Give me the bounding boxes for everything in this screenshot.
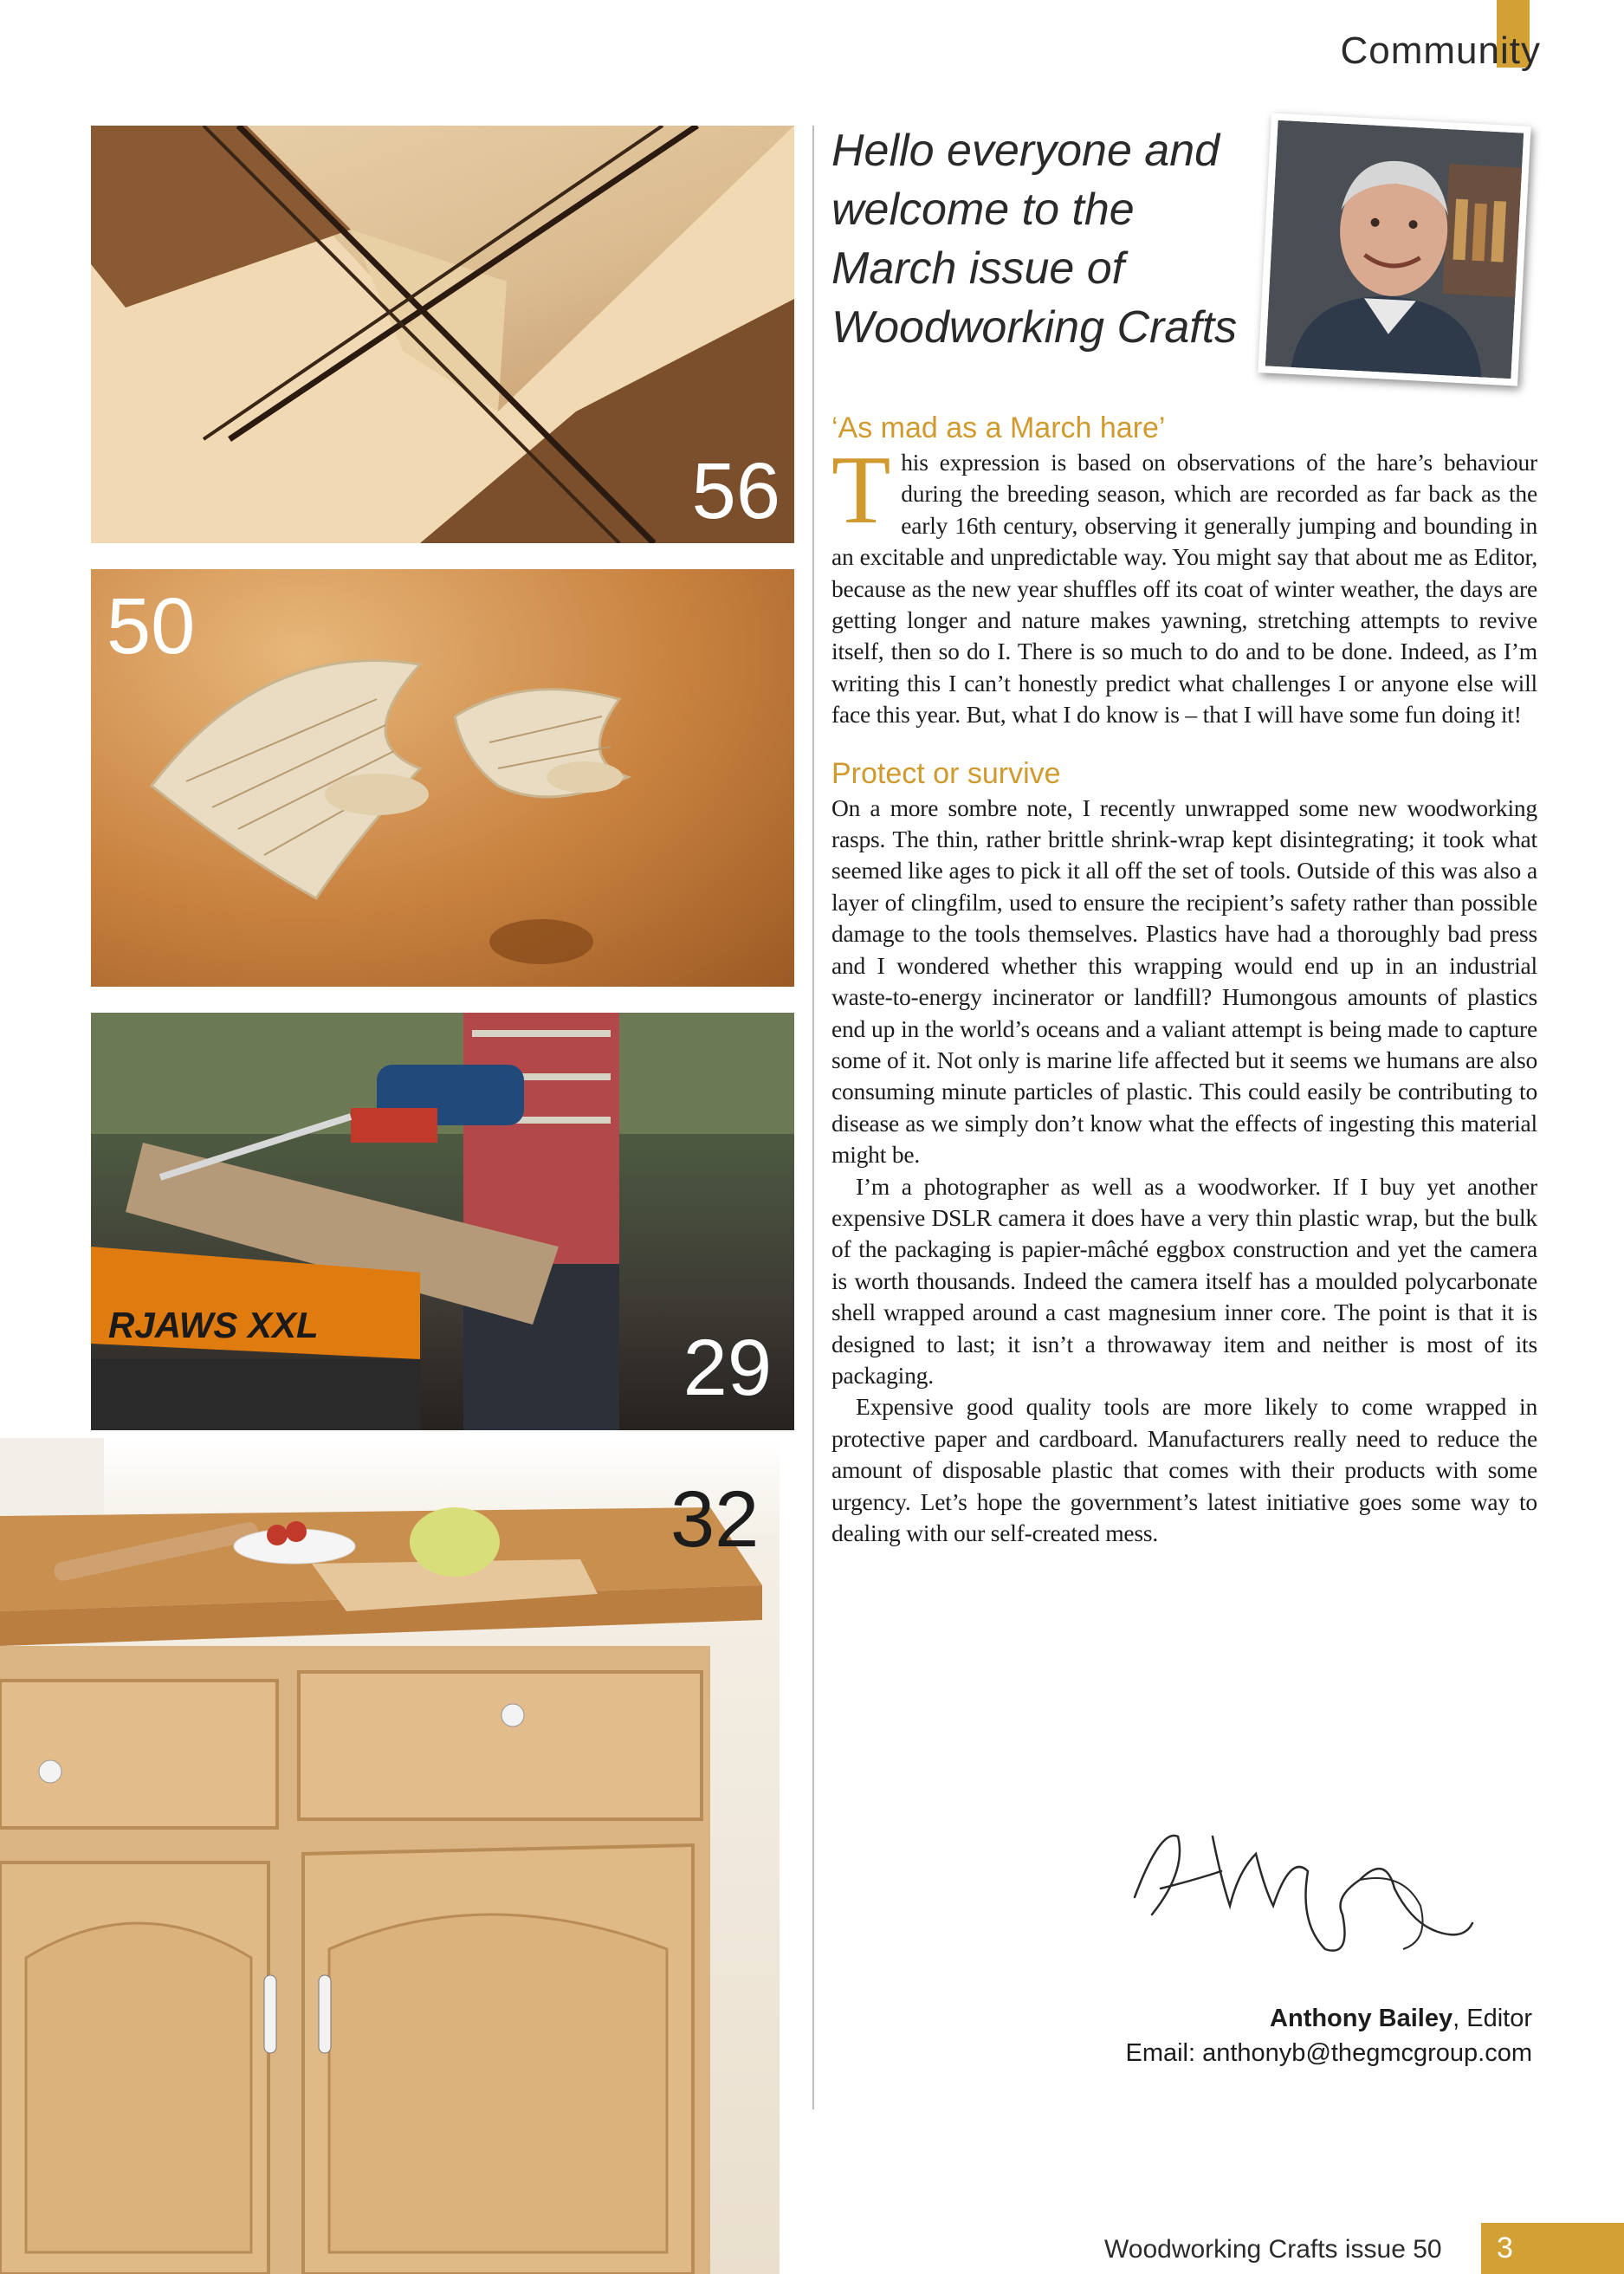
paragraph-text: his expression is based on observations of the hare’s behaviour during the breeding season, which are recorded as far back as the early 16th century, observing it generally jumping and bounding in an excitable and unpredictable way. You might say that about me as Editor, because as the new year shuffles off its coat of winter weather, the days are getting longer and nature makes yawning, stretching attempts to revive itself, then so do I. There is so much to do and to be done. Indeed, as I’m writing this I can’t honestly predict what challenges I or anyone else will face this year. But, what I do know is – that I will have some fun doing it! bbox=[831, 449, 1537, 729]
photo-inlay-corner bbox=[91, 126, 794, 543]
column-divider bbox=[812, 126, 814, 2109]
section-heading: Protect or survive bbox=[831, 756, 1061, 790]
photo-page-number: 32 bbox=[670, 1475, 760, 1564]
page-number: 3 bbox=[1497, 2232, 1513, 2264]
body-paragraph: On a more sombre note, I recently unwrapped some new woodworking rasps. The thin, rather brittle shrink-wrap kept disintegrating; it took what seemed like ages to pick it all off the set of tools. Outside of this was also a layer of clingfilm, used to ensure the recipient’s safety rather than possible damage to the tools themselves. Plastics have had a thoroughly bad press and I wondered whether this wrapping would end up in an industrial waste-to-energy incinerator or landfill? Humongous amounts of plastics end up in the world’s oceans and a valiant attempt is being made to capture some of it. Not only is marine life affected but it seems we humans are also consuming minute particles of plastic. This could easily be contributing to disease as we simply don’t know what the effects of ingesting this material might be. bbox=[831, 794, 1537, 1169]
photo-reciprocating-saw bbox=[91, 1013, 794, 1430]
photo-shaving-birds bbox=[91, 569, 794, 987]
editorial-body bbox=[831, 411, 1537, 1549]
photo-kitchen-cabinet bbox=[0, 1438, 780, 2274]
photo-page-number: 50 bbox=[107, 582, 196, 671]
editor-name: Anthony Bailey bbox=[1270, 2005, 1453, 2032]
section-label: Community bbox=[1340, 29, 1541, 72]
page-headline: Hello everyone and welcome to the March issue of Woodworking Crafts bbox=[831, 126, 1238, 353]
editor-signature bbox=[1126, 1819, 1498, 1975]
body-paragraph: I’m a photographer as well as a woodworker. If I buy yet another expensive DSLR camera it does have a very thin plastic wrap, but the bulk of the packaging is papier-mâché eggbox construction and yet the camera is worth thousands. Indeed the camera itself has a moulded polycarbonate shell wrapped around a cast magnesium inner core. The point is that it is designed to last; it isn’t a throwaway item and neither is most of its packaging. bbox=[831, 1172, 1537, 1389]
editor-email[interactable]: Email: anthonyb@thegmcgroup.com bbox=[1125, 2039, 1532, 2067]
body-paragraph bbox=[831, 437, 1537, 731]
body-paragraph: Expensive good quality tools are more likely to come wrapped in protective paper and cardboard. Manufacturers really need to reduce the amount of disposable plastic that comes with their products with some urgency. Let’s hope the government’s latest initiative goes some way to dealing with our self-created mess. bbox=[831, 1393, 1537, 1546]
editor-portrait bbox=[1258, 113, 1530, 385]
photo-page-number: 29 bbox=[683, 1324, 772, 1412]
editor-role: , Editor bbox=[1453, 2005, 1532, 2032]
footer-publication: Woodworking Crafts issue 50 bbox=[1104, 2235, 1442, 2264]
signoff bbox=[1125, 2001, 1532, 2070]
drop-cap: T bbox=[831, 437, 891, 544]
svg-text:RJAWS XXL: RJAWS XXL bbox=[108, 1305, 319, 1345]
photo-page-number: 56 bbox=[691, 447, 780, 535]
section-heading: ‘As mad as a March hare’ bbox=[831, 411, 1166, 444]
